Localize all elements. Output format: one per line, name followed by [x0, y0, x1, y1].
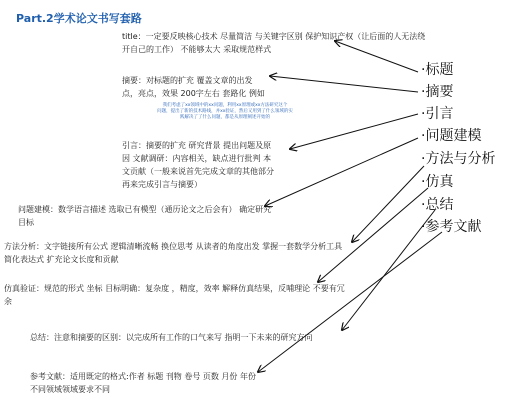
note-line: 总结：注意和摘要的区别：以完成所有工作的口气来写 指明一下未来的研究方向	[30, 333, 313, 342]
note-line: 开自己的工作） 不能够太大 采取规范样式	[122, 45, 272, 54]
label-title: ·标题	[421, 62, 454, 78]
note-line: 方法分析：文字链接所有公式 逻辑清晰流畅 换位思考 从读者的角度出发 掌握一套数学分析工具	[4, 242, 343, 251]
label-simulation: ·仿真	[421, 174, 454, 190]
note-line: 点，亮点，效果 200字左右 套路化 例如	[122, 89, 265, 98]
note-line: 因 文献调研：内容相关，缺点进行批判 本	[122, 154, 272, 163]
page-title: Part.2学术论文书写套路	[16, 12, 142, 25]
note-line: 不同领域领域要求不同	[30, 385, 110, 394]
note-line: 参考文献：适用既定的格式:作者 标题 刊物 卷号 页数 月份 年份	[30, 372, 256, 381]
note-line: 文贡献（一般来说首先完成文章的其他部分	[122, 167, 274, 176]
note-line: title：一定要反映核心技术 尽量简洁 与关键字区别 保护知识产权（让后面的人无法绕	[122, 32, 426, 41]
label-abstract: ·摘要	[421, 84, 454, 100]
arrow-references	[258, 232, 442, 372]
note-line: 仿真验证：规范的形式 坐标 目标明确：复杂度 ，精度，效率 解释仿真结果，反哺理论 不要有冗	[4, 284, 345, 293]
arrow-simulation	[318, 188, 428, 282]
arrow-conclusion	[342, 210, 435, 330]
note-line: 问题，提出了新的技术路线，并xx验证，然后又用到了什么领域的实	[157, 109, 293, 114]
arrow-intro	[290, 114, 418, 149]
label-method: ·方法与分析	[421, 151, 496, 167]
note-line: 余	[4, 297, 12, 306]
note-line: 问题建模：数学语言描述 选取已有模型（通历论文之后会有） 确定研究	[18, 205, 272, 214]
label-conclusion: ·总结	[421, 197, 454, 213]
note-line: 践解决了了什么问题，都是从原理阐述开始的	[180, 115, 270, 120]
note-line: 目标	[18, 218, 34, 227]
arrow-problem	[265, 138, 418, 206]
label-problem: ·问题建模	[421, 128, 482, 144]
label-references: ·参考文献	[421, 219, 482, 235]
arrow-method	[352, 166, 424, 242]
arrow-abstract	[270, 76, 418, 92]
label-intro: ·引言	[421, 106, 454, 122]
note-line: 简化表达式 扩充论文长度和贡献	[4, 255, 119, 264]
note-line: 我们考虑了xx领域中的xx问题，利用xx原理或xx方法研究这个	[162, 103, 288, 108]
note-line: 再来完成引言与摘要）	[122, 180, 202, 189]
note-line: 引言：摘要的扩充 研究背景 提出问题及原	[122, 141, 272, 150]
note-line: 摘要：对标题的扩充 覆盖文章的出发	[122, 76, 253, 85]
arrow-title	[335, 41, 418, 72]
